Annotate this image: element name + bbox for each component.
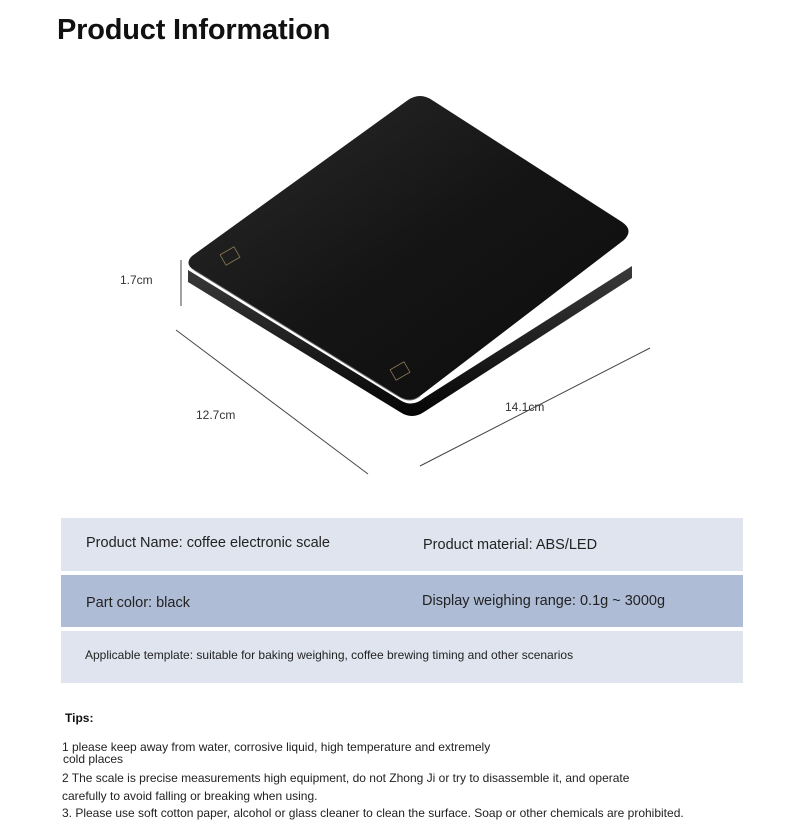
applicable-template: Applicable template: suitable for baking weighing, coffee brewing timing and other scenarios	[85, 648, 574, 662]
product-name: Product Name: coffee electronic scale	[86, 535, 330, 551]
weighing-range: Display weighing range: 0.1g ~ 3000g	[422, 593, 666, 609]
depth-label: 14.1cm	[505, 400, 545, 414]
product-figure	[0, 80, 800, 480]
tip-line: carefully to avoid falling or breaking when using.	[62, 789, 318, 803]
tip-line: 2 The scale is precise measurements high equipment, do not Zhong Ji or try to disassemble it, and operate	[62, 771, 630, 785]
page-title: Product Information	[57, 14, 331, 46]
tip-line: 1 please keep away from water, corrosive liquid, high temperature and extremely	[62, 740, 491, 754]
spec-row	[61, 631, 743, 683]
tip-line: 3. Please use soft cotton paper, alcohol or glass cleaner to clean the surface. Soap or other chemicals are prohibited.	[62, 806, 684, 820]
product-material: Product material: ABS/LED	[423, 537, 598, 553]
spec-row	[61, 518, 743, 571]
width-label: 12.7cm	[196, 408, 236, 422]
scale-top	[188, 96, 628, 400]
height-label: 1.7cm	[120, 273, 153, 287]
tip-line: cold places	[63, 752, 124, 766]
spec-row	[61, 575, 743, 627]
part-color: Part color: black	[86, 595, 190, 611]
tips-heading: Tips:	[65, 711, 94, 725]
